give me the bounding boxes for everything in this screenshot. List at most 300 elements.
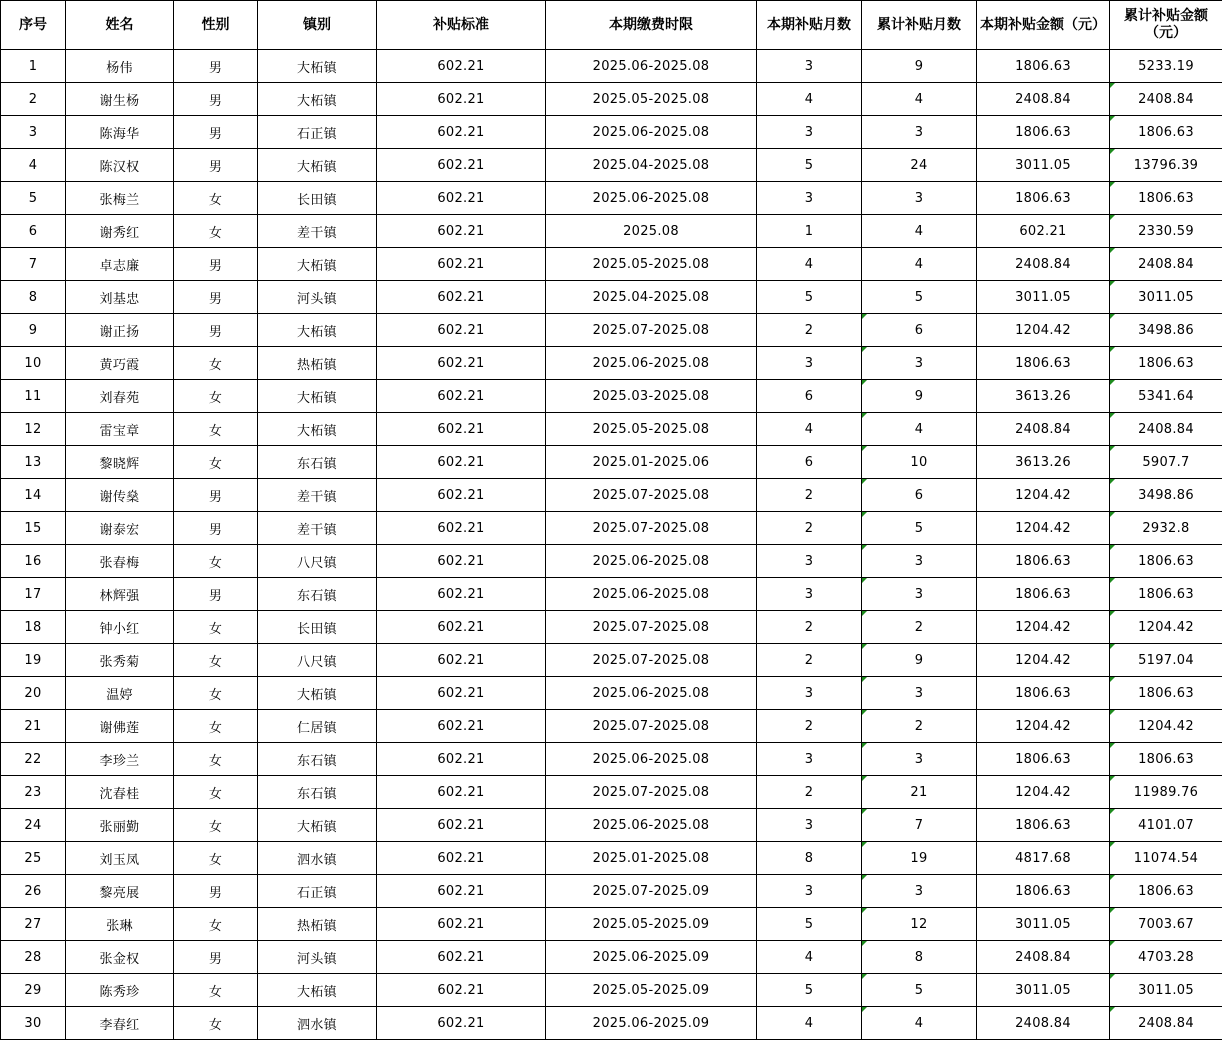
- cell-total-amount: 5197.04: [1110, 644, 1222, 677]
- table-row: [1, 380, 1222, 413]
- cell-total-amount: 1806.63: [1110, 116, 1222, 149]
- cell-subsidy-standard: 602.21: [377, 842, 546, 875]
- cell-town: 大柘镇: [258, 314, 377, 347]
- cell-index: 12: [1, 413, 66, 446]
- header-total-amount: 累计补贴金额（元）: [1110, 1, 1222, 50]
- cell-name: 谢泰宏: [66, 512, 174, 545]
- cell-index: 19: [1, 644, 66, 677]
- cell-period-months: 3: [757, 347, 862, 380]
- cell-period-amount: 1204.42: [977, 611, 1110, 644]
- cell-period-months: 4: [757, 941, 862, 974]
- cell-total-amount: 5907.7: [1110, 446, 1222, 479]
- cell-name: 卓志廉: [66, 248, 174, 281]
- cell-total-months: 5: [862, 281, 977, 314]
- cell-index: 2: [1, 83, 66, 116]
- cell-total-amount: 3498.86: [1110, 479, 1222, 512]
- cell-gender: 男: [174, 83, 258, 116]
- cell-period-months: 3: [757, 182, 862, 215]
- cell-name: 张秀菊: [66, 644, 174, 677]
- cell-payment-period: 2025.05-2025.08: [546, 413, 757, 446]
- cell-payment-period: 2025.06-2025.09: [546, 941, 757, 974]
- cell-subsidy-standard: 602.21: [377, 809, 546, 842]
- cell-total-amount: 2932.8: [1110, 512, 1222, 545]
- cell-town: 八尺镇: [258, 545, 377, 578]
- cell-index: 11: [1, 380, 66, 413]
- cell-index: 7: [1, 248, 66, 281]
- cell-total-months: 3: [862, 116, 977, 149]
- cell-payment-period: 2025.03-2025.08: [546, 380, 757, 413]
- cell-gender: 男: [174, 248, 258, 281]
- cell-payment-period: 2025.05-2025.08: [546, 248, 757, 281]
- cell-total-months: 8: [862, 941, 977, 974]
- cell-period-amount: 3011.05: [977, 149, 1110, 182]
- cell-index: 6: [1, 215, 66, 248]
- cell-name: 张丽勤: [66, 809, 174, 842]
- cell-period-amount: 2408.84: [977, 248, 1110, 281]
- cell-name: 陈汉权: [66, 149, 174, 182]
- cell-period-amount: 1806.63: [977, 809, 1110, 842]
- cell-period-months: 2: [757, 776, 862, 809]
- cell-town: 八尺镇: [258, 644, 377, 677]
- cell-payment-period: 2025.07-2025.08: [546, 611, 757, 644]
- header-payment-period: 本期缴费时限: [546, 1, 757, 50]
- cell-index: 1: [1, 50, 66, 83]
- header-town: 镇别: [258, 1, 377, 50]
- cell-total-amount: 5233.19: [1110, 50, 1222, 83]
- cell-town: 差干镇: [258, 479, 377, 512]
- cell-index: 14: [1, 479, 66, 512]
- cell-total-amount: 1806.63: [1110, 743, 1222, 776]
- table-row: [1, 710, 1222, 743]
- cell-period-months: 6: [757, 446, 862, 479]
- cell-subsidy-standard: 602.21: [377, 380, 546, 413]
- cell-gender: 男: [174, 479, 258, 512]
- cell-total-months: 6: [862, 314, 977, 347]
- cell-period-months: 4: [757, 83, 862, 116]
- cell-index: 21: [1, 710, 66, 743]
- table-row: [1, 743, 1222, 776]
- cell-total-amount: 13796.39: [1110, 149, 1222, 182]
- table-row: [1, 248, 1222, 281]
- cell-town: 河头镇: [258, 941, 377, 974]
- cell-total-amount: 1806.63: [1110, 578, 1222, 611]
- cell-total-amount: 1204.42: [1110, 710, 1222, 743]
- cell-total-amount: 5341.64: [1110, 380, 1222, 413]
- table-row: [1, 182, 1222, 215]
- cell-total-amount: 1806.63: [1110, 545, 1222, 578]
- cell-name: 雷宝章: [66, 413, 174, 446]
- cell-gender: 女: [174, 677, 258, 710]
- cell-subsidy-standard: 602.21: [377, 743, 546, 776]
- cell-name: 李珍兰: [66, 743, 174, 776]
- cell-name: 张金权: [66, 941, 174, 974]
- cell-total-months: 5: [862, 512, 977, 545]
- cell-total-months: 9: [862, 50, 977, 83]
- table-row: [1, 809, 1222, 842]
- cell-index: 29: [1, 974, 66, 1007]
- cell-period-amount: 1806.63: [977, 545, 1110, 578]
- cell-subsidy-standard: 602.21: [377, 611, 546, 644]
- cell-total-months: 3: [862, 545, 977, 578]
- cell-index: 25: [1, 842, 66, 875]
- cell-gender: 女: [174, 1007, 258, 1040]
- cell-total-amount: 4101.07: [1110, 809, 1222, 842]
- cell-period-amount: 1204.42: [977, 314, 1110, 347]
- cell-period-amount: 1204.42: [977, 512, 1110, 545]
- table-row: [1, 776, 1222, 809]
- cell-period-months: 2: [757, 710, 862, 743]
- cell-index: 18: [1, 611, 66, 644]
- cell-gender: 女: [174, 347, 258, 380]
- cell-index: 3: [1, 116, 66, 149]
- table-row: [1, 578, 1222, 611]
- cell-index: 20: [1, 677, 66, 710]
- cell-name: 陈海华: [66, 116, 174, 149]
- cell-period-months: 2: [757, 479, 862, 512]
- cell-total-months: 4: [862, 215, 977, 248]
- cell-total-months: 3: [862, 182, 977, 215]
- cell-period-months: 2: [757, 644, 862, 677]
- cell-total-amount: 3011.05: [1110, 974, 1222, 1007]
- cell-town: 石正镇: [258, 116, 377, 149]
- cell-total-months: 10: [862, 446, 977, 479]
- cell-index: 10: [1, 347, 66, 380]
- cell-period-months: 5: [757, 149, 862, 182]
- cell-index: 24: [1, 809, 66, 842]
- cell-payment-period: 2025.04-2025.08: [546, 281, 757, 314]
- cell-town: 差干镇: [258, 512, 377, 545]
- cell-gender: 女: [174, 446, 258, 479]
- cell-index: 30: [1, 1007, 66, 1040]
- cell-name: 刘春苑: [66, 380, 174, 413]
- cell-index: 16: [1, 545, 66, 578]
- cell-subsidy-standard: 602.21: [377, 875, 546, 908]
- cell-payment-period: 2025.01-2025.08: [546, 842, 757, 875]
- cell-subsidy-standard: 602.21: [377, 941, 546, 974]
- cell-total-amount: 7003.67: [1110, 908, 1222, 941]
- cell-town: 大柘镇: [258, 248, 377, 281]
- cell-name: 张梅兰: [66, 182, 174, 215]
- cell-total-months: 3: [862, 347, 977, 380]
- header-name: 姓名: [66, 1, 174, 50]
- cell-period-amount: 3011.05: [977, 974, 1110, 1007]
- cell-period-months: 5: [757, 908, 862, 941]
- cell-subsidy-standard: 602.21: [377, 644, 546, 677]
- cell-payment-period: 2025.07-2025.08: [546, 512, 757, 545]
- cell-period-months: 5: [757, 974, 862, 1007]
- cell-name: 谢秀红: [66, 215, 174, 248]
- header-total-months: 累计补贴月数: [862, 1, 977, 50]
- cell-name: 谢佛莲: [66, 710, 174, 743]
- cell-gender: 女: [174, 644, 258, 677]
- cell-total-amount: 4703.28: [1110, 941, 1222, 974]
- cell-gender: 女: [174, 710, 258, 743]
- cell-payment-period: 2025.07-2025.08: [546, 710, 757, 743]
- table-row: [1, 281, 1222, 314]
- cell-total-amount: 11074.54: [1110, 842, 1222, 875]
- table-row: [1, 83, 1222, 116]
- header-period-amount: 本期补贴金额（元）: [977, 1, 1110, 50]
- cell-town: 大柘镇: [258, 50, 377, 83]
- cell-subsidy-standard: 602.21: [377, 281, 546, 314]
- cell-period-amount: 2408.84: [977, 83, 1110, 116]
- cell-town: 大柘镇: [258, 380, 377, 413]
- cell-name: 黎亮展: [66, 875, 174, 908]
- cell-period-amount: 1806.63: [977, 116, 1110, 149]
- cell-period-amount: 3613.26: [977, 446, 1110, 479]
- cell-name: 陈秀珍: [66, 974, 174, 1007]
- cell-gender: 男: [174, 314, 258, 347]
- cell-gender: 女: [174, 842, 258, 875]
- cell-gender: 女: [174, 545, 258, 578]
- cell-total-months: 7: [862, 809, 977, 842]
- cell-total-months: 3: [862, 677, 977, 710]
- cell-payment-period: 2025.07-2025.08: [546, 776, 757, 809]
- cell-index: 13: [1, 446, 66, 479]
- cell-total-amount: 2408.84: [1110, 83, 1222, 116]
- cell-total-amount: 2408.84: [1110, 1007, 1222, 1040]
- table-header: [1, 1, 1222, 50]
- cell-subsidy-standard: 602.21: [377, 248, 546, 281]
- table-row: [1, 842, 1222, 875]
- table-row: [1, 116, 1222, 149]
- cell-name: 钟小红: [66, 611, 174, 644]
- cell-period-amount: 1204.42: [977, 710, 1110, 743]
- cell-payment-period: 2025.04-2025.08: [546, 149, 757, 182]
- cell-payment-period: 2025.07-2025.09: [546, 875, 757, 908]
- cell-total-amount: 1806.63: [1110, 677, 1222, 710]
- cell-total-amount: 1806.63: [1110, 347, 1222, 380]
- table-row: [1, 215, 1222, 248]
- cell-period-amount: 3011.05: [977, 281, 1110, 314]
- cell-total-months: 4: [862, 1007, 977, 1040]
- cell-name: 谢传燊: [66, 479, 174, 512]
- table-row: [1, 644, 1222, 677]
- cell-period-months: 2: [757, 314, 862, 347]
- cell-payment-period: 2025.06-2025.08: [546, 578, 757, 611]
- cell-town: 大柘镇: [258, 149, 377, 182]
- cell-period-months: 3: [757, 875, 862, 908]
- cell-gender: 女: [174, 413, 258, 446]
- cell-index: 28: [1, 941, 66, 974]
- cell-period-months: 5: [757, 281, 862, 314]
- cell-subsidy-standard: 602.21: [377, 413, 546, 446]
- cell-period-amount: 1806.63: [977, 743, 1110, 776]
- cell-period-months: 3: [757, 116, 862, 149]
- table-row: [1, 50, 1222, 83]
- cell-index: 4: [1, 149, 66, 182]
- cell-total-amount: 2408.84: [1110, 248, 1222, 281]
- cell-town: 东石镇: [258, 578, 377, 611]
- table-row: [1, 941, 1222, 974]
- cell-period-amount: 2408.84: [977, 413, 1110, 446]
- cell-payment-period: 2025.06-2025.08: [546, 809, 757, 842]
- table-body: [1, 50, 1222, 1040]
- cell-name: 温婷: [66, 677, 174, 710]
- cell-name: 谢正扬: [66, 314, 174, 347]
- cell-town: 东石镇: [258, 446, 377, 479]
- cell-gender: 女: [174, 215, 258, 248]
- cell-total-months: 4: [862, 413, 977, 446]
- table-row: [1, 413, 1222, 446]
- cell-period-months: 3: [757, 50, 862, 83]
- cell-name: 张琳: [66, 908, 174, 941]
- cell-period-months: 2: [757, 512, 862, 545]
- cell-total-amount: 3498.86: [1110, 314, 1222, 347]
- cell-gender: 男: [174, 281, 258, 314]
- cell-period-amount: 602.21: [977, 215, 1110, 248]
- cell-period-amount: 1806.63: [977, 50, 1110, 83]
- cell-index: 17: [1, 578, 66, 611]
- table-row: [1, 677, 1222, 710]
- cell-index: 15: [1, 512, 66, 545]
- cell-subsidy-standard: 602.21: [377, 1007, 546, 1040]
- cell-payment-period: 2025.06-2025.08: [546, 116, 757, 149]
- cell-period-amount: 1204.42: [977, 479, 1110, 512]
- cell-town: 大柘镇: [258, 974, 377, 1007]
- cell-period-amount: 3613.26: [977, 380, 1110, 413]
- cell-total-months: 3: [862, 743, 977, 776]
- cell-total-amount: 1204.42: [1110, 611, 1222, 644]
- cell-total-months: 3: [862, 875, 977, 908]
- cell-period-amount: 1806.63: [977, 578, 1110, 611]
- table-row: [1, 974, 1222, 1007]
- cell-subsidy-standard: 602.21: [377, 149, 546, 182]
- cell-payment-period: 2025.06-2025.08: [546, 50, 757, 83]
- cell-town: 泗水镇: [258, 1007, 377, 1040]
- cell-total-months: 19: [862, 842, 977, 875]
- cell-subsidy-standard: 602.21: [377, 974, 546, 1007]
- cell-period-amount: 4817.68: [977, 842, 1110, 875]
- cell-gender: 男: [174, 512, 258, 545]
- cell-total-months: 9: [862, 644, 977, 677]
- cell-period-months: 3: [757, 578, 862, 611]
- cell-total-amount: 2408.84: [1110, 413, 1222, 446]
- cell-payment-period: 2025.06-2025.08: [546, 677, 757, 710]
- cell-index: 27: [1, 908, 66, 941]
- cell-period-months: 3: [757, 677, 862, 710]
- table-row: [1, 479, 1222, 512]
- cell-total-months: 6: [862, 479, 977, 512]
- cell-total-months: 4: [862, 83, 977, 116]
- cell-name: 黄巧霞: [66, 347, 174, 380]
- cell-period-months: 2: [757, 611, 862, 644]
- cell-name: 林辉强: [66, 578, 174, 611]
- cell-subsidy-standard: 602.21: [377, 446, 546, 479]
- cell-subsidy-standard: 602.21: [377, 314, 546, 347]
- cell-period-amount: 2408.84: [977, 1007, 1110, 1040]
- cell-payment-period: 2025.06-2025.08: [546, 545, 757, 578]
- cell-payment-period: 2025.05-2025.09: [546, 908, 757, 941]
- cell-town: 大柘镇: [258, 83, 377, 116]
- cell-subsidy-standard: 602.21: [377, 710, 546, 743]
- cell-town: 热柘镇: [258, 347, 377, 380]
- cell-period-months: 3: [757, 743, 862, 776]
- cell-total-months: 24: [862, 149, 977, 182]
- cell-index: 23: [1, 776, 66, 809]
- cell-gender: 女: [174, 743, 258, 776]
- cell-gender: 女: [174, 974, 258, 1007]
- cell-subsidy-standard: 602.21: [377, 347, 546, 380]
- cell-total-amount: 1806.63: [1110, 875, 1222, 908]
- cell-gender: 女: [174, 776, 258, 809]
- cell-period-amount: 1204.42: [977, 776, 1110, 809]
- cell-subsidy-standard: 602.21: [377, 512, 546, 545]
- table-row: [1, 875, 1222, 908]
- cell-period-amount: 1806.63: [977, 182, 1110, 215]
- cell-subsidy-standard: 602.21: [377, 182, 546, 215]
- cell-gender: 男: [174, 941, 258, 974]
- cell-index: 26: [1, 875, 66, 908]
- cell-gender: 女: [174, 380, 258, 413]
- cell-period-amount: 1806.63: [977, 347, 1110, 380]
- cell-name: 谢生杨: [66, 83, 174, 116]
- header-gender: 性别: [174, 1, 258, 50]
- cell-gender: 女: [174, 182, 258, 215]
- cell-town: 差干镇: [258, 215, 377, 248]
- cell-payment-period: 2025.06-2025.08: [546, 182, 757, 215]
- cell-payment-period: 2025.06-2025.08: [546, 347, 757, 380]
- cell-total-amount: 11989.76: [1110, 776, 1222, 809]
- header-subsidy-standard: 补贴标准: [377, 1, 546, 50]
- cell-period-months: 3: [757, 809, 862, 842]
- cell-period-months: 6: [757, 380, 862, 413]
- cell-total-months: 2: [862, 710, 977, 743]
- cell-total-months: 3: [862, 578, 977, 611]
- cell-subsidy-standard: 602.21: [377, 776, 546, 809]
- cell-name: 李春红: [66, 1007, 174, 1040]
- cell-town: 东石镇: [258, 743, 377, 776]
- cell-index: 22: [1, 743, 66, 776]
- cell-subsidy-standard: 602.21: [377, 677, 546, 710]
- table-row: [1, 512, 1222, 545]
- cell-total-months: 4: [862, 248, 977, 281]
- cell-index: 5: [1, 182, 66, 215]
- cell-period-months: 4: [757, 248, 862, 281]
- cell-gender: 男: [174, 50, 258, 83]
- cell-gender: 女: [174, 611, 258, 644]
- cell-total-amount: 3011.05: [1110, 281, 1222, 314]
- cell-town: 河头镇: [258, 281, 377, 314]
- cell-payment-period: 2025.08: [546, 215, 757, 248]
- table-row: [1, 1007, 1222, 1040]
- table-row: [1, 347, 1222, 380]
- cell-town: 大柘镇: [258, 413, 377, 446]
- cell-period-months: 8: [757, 842, 862, 875]
- cell-name: 沈春桂: [66, 776, 174, 809]
- cell-subsidy-standard: 602.21: [377, 908, 546, 941]
- table-row: [1, 545, 1222, 578]
- cell-gender: 男: [174, 116, 258, 149]
- cell-total-amount: 2330.59: [1110, 215, 1222, 248]
- cell-town: 东石镇: [258, 776, 377, 809]
- table-row: [1, 908, 1222, 941]
- cell-payment-period: 2025.01-2025.06: [546, 446, 757, 479]
- cell-payment-period: 2025.07-2025.08: [546, 644, 757, 677]
- cell-total-months: 9: [862, 380, 977, 413]
- cell-total-months: 5: [862, 974, 977, 1007]
- cell-period-amount: 1204.42: [977, 644, 1110, 677]
- cell-town: 大柘镇: [258, 809, 377, 842]
- cell-town: 仁居镇: [258, 710, 377, 743]
- cell-gender: 女: [174, 809, 258, 842]
- cell-payment-period: 2025.05-2025.08: [546, 83, 757, 116]
- cell-name: 刘基忠: [66, 281, 174, 314]
- cell-town: 长田镇: [258, 182, 377, 215]
- cell-period-months: 1: [757, 215, 862, 248]
- cell-payment-period: 2025.06-2025.09: [546, 1007, 757, 1040]
- cell-total-amount: 1806.63: [1110, 182, 1222, 215]
